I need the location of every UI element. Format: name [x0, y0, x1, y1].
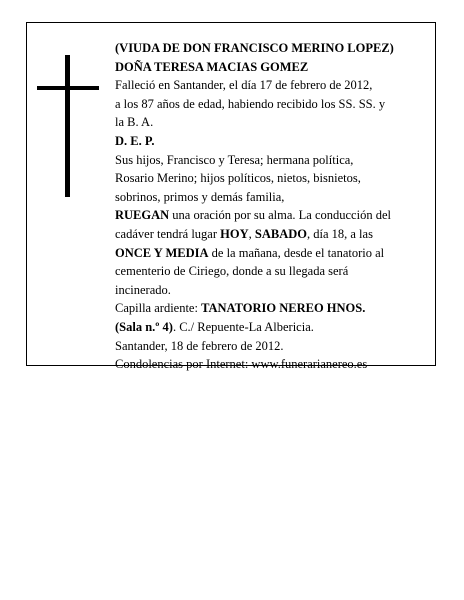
chapel-label: Capilla ardiente: — [115, 301, 202, 316]
sabado-word: SABADO — [254, 226, 307, 241]
chapel-line — [115, 299, 433, 318]
ruegan-word: RUEGAN — [115, 208, 170, 223]
ruegan-line — [115, 206, 433, 225]
date-line: Santander, 18 de febrero de 2012. — [115, 338, 284, 353]
family-line-2: Rosario Merino; hijos políticos, nietos, bisnietos, — [115, 171, 361, 186]
cross-horizontal-bar — [37, 86, 99, 90]
ruegan-rest: una oración por su alma. La conducción del — [169, 208, 391, 223]
time-rest: de la mañana, desde el tanatorio al — [208, 245, 385, 260]
family-line-3: sobrinos, primos y demás familia, — [115, 189, 285, 204]
obituary-text — [115, 39, 433, 374]
incinerated-line: incinerado. — [115, 282, 171, 297]
address-line — [115, 318, 433, 337]
death-line-1: Falleció en Santander, el día 17 de febrero de 2012, — [115, 78, 373, 93]
conduction-pre: cadáver tendrá lugar — [115, 226, 221, 241]
death-line-2: a los 87 años de edad, habiendo recibido los SS. SS. y — [115, 96, 386, 111]
dep-line: D. E. P. — [115, 133, 155, 148]
widow-header: (VIUDA DE DON FRANCISCO MERINO LOPEZ) — [115, 41, 394, 55]
cross-icon — [37, 55, 99, 197]
time-line — [115, 244, 433, 263]
cross-vertical-bar — [65, 55, 70, 197]
obituary-notice — [26, 22, 436, 372]
comma-sep: , — [248, 226, 255, 241]
address-text: . C./ Repuente-La Albericia. — [172, 319, 314, 334]
deceased-name: DOÑA TERESA MACIAS GOMEZ — [115, 59, 309, 74]
family-line-1: Sus hijos, Francisco y Teresa; hermana política, — [115, 152, 354, 167]
once-y-media: ONCE Y MEDIA — [115, 245, 209, 260]
hoy-word: HOY — [220, 226, 249, 241]
conduction-line — [115, 225, 433, 244]
conduction-post: , día 18, a las — [306, 226, 373, 241]
condolences-line: Condolencias por Internet: www.funerarianereo.es — [115, 357, 368, 372]
sala-number: (Sala n.º 4) — [115, 319, 173, 334]
chapel-name: TANATORIO NEREO HNOS. — [201, 301, 366, 316]
cemetery-line: cementerio de Ciriego, donde a su llegada será — [115, 264, 349, 279]
death-line-3: la B. A. — [115, 115, 154, 130]
